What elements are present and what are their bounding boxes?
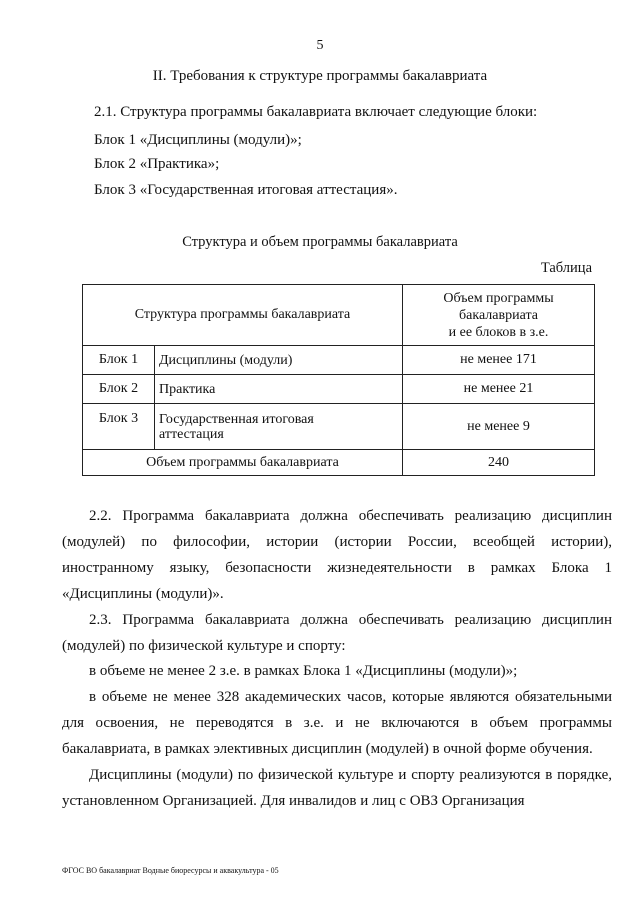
row-name-line-1: Государственная итоговая: [159, 411, 314, 427]
row-name-cell: [155, 404, 403, 450]
table-caption: Структура и объем программы бакалавриата: [182, 234, 458, 250]
row-volume-cell: не менее 21: [403, 375, 595, 404]
block-2-line: Блок 2 «Практика»;: [94, 156, 220, 172]
table-label: Таблица: [540, 260, 592, 276]
header-volume-line-2: бакалавриата: [459, 307, 538, 323]
paragraph-2-2: 2.2. Программа бакалавриата должна обеспечивать реализацию дисциплин (модулей) по философии, истории (истории России, всеобщей истории), иностранному языку, безопасности жизнедеятельности в рамках Блока 1 «Дисциплины (модули)».: [62, 508, 612, 602]
page-number: 5: [316, 38, 324, 53]
row-block-cell: Блок 2: [83, 375, 155, 404]
table-total-row: [83, 450, 595, 476]
paragraph-2-1-intro: 2.1. Структура программы бакалавриата включает следующие блоки:: [94, 104, 538, 120]
header-structure-cell: Структура программы бакалавриата: [83, 285, 403, 346]
table-row: [83, 404, 595, 450]
paragraph-2-3-a: в объеме не менее 2 з.е. в рамках Блока 1 «Дисциплины (модули)»;: [89, 663, 518, 679]
table-header-row: [83, 285, 595, 346]
paragraph-2-3-b: в объеме не менее 328 академических часов, которые являются обязательными для освоения, не переводятся в з.е. и не включаются в объем программы бакалавриата, в рамках элективных дисциплин (модулей) в очной форме обучения.: [62, 689, 612, 757]
row-volume-cell: не менее 171: [403, 346, 595, 375]
header-volume-cell: [403, 285, 595, 346]
paragraph-2-3: 2.3. Программа бакалавриата должна обеспечивать реализацию дисциплин (модулей) по физической культуре и спорту:: [62, 612, 612, 654]
total-value-cell: 240: [403, 450, 595, 476]
row-block-cell: Блок 3: [83, 404, 155, 450]
row-name-cell: Дисциплины (модули): [155, 346, 403, 375]
total-label-cell: Объем программы бакалавриата: [83, 450, 403, 476]
table-row: [83, 346, 595, 375]
table-row: [83, 375, 595, 404]
row-volume-cell: не менее 9: [403, 404, 595, 450]
row-name-cell: Практика: [155, 375, 403, 404]
block-3-line: Блок 3 «Государственная итоговая аттестация».: [94, 182, 398, 198]
row-block-cell: Блок 1: [83, 346, 155, 375]
row-name-line-2: аттестация: [159, 426, 224, 442]
header-volume-line-1: Объем программы: [443, 290, 554, 306]
header-volume-line-3: и ее блоков в з.е.: [448, 324, 549, 340]
footer-text: ФГОС ВО бакалавриат Водные биоресурсы и аквакультура - 05: [62, 866, 279, 875]
program-structure-table: [82, 284, 595, 476]
paragraph-2-4: Дисциплины (модули) по физической культуре и спорту реализуются в порядке, установленном Организацией. Для инвалидов и лиц с ОВЗ Организация: [62, 767, 612, 809]
section-title: II. Требования к структуре программы бакалавриата: [152, 68, 488, 84]
block-1-line: Блок 1 «Дисциплины (модули)»;: [94, 132, 302, 148]
